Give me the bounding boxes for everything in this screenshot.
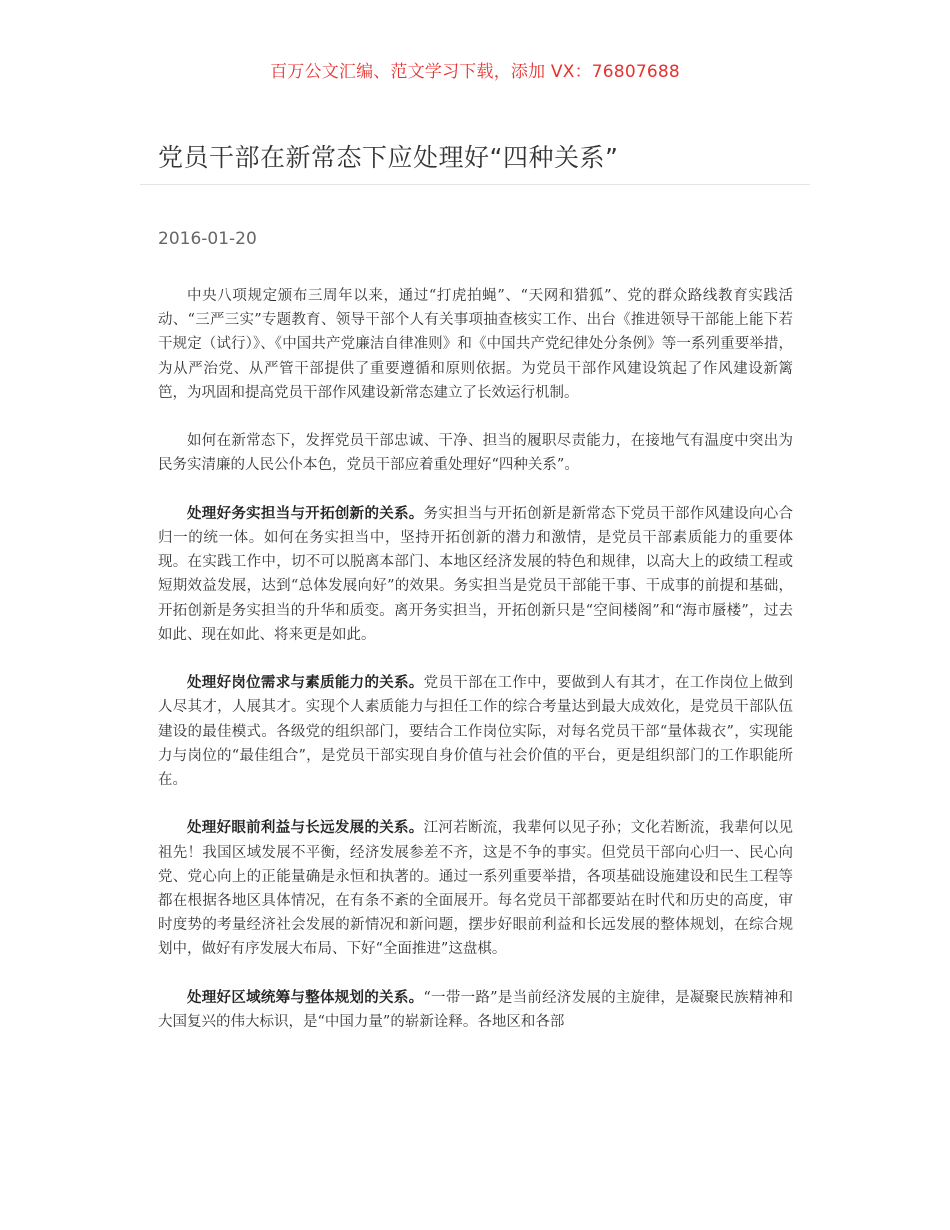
paragraph-heading: 处理好眼前利益与长远发展的关系。 xyxy=(187,819,424,837)
paragraph-text: 务实担当与开拓创新是新常态下党员干部作风建设向心合归一的统一体。如何在务实担当中，坚持开拓创新的潜力和激情，是党员干部素质能力的重要体现。在实践工作中，切不可以脱离本部门、本地区经济发展的特色和规律，以高大上的政绩工程或短期效益发展，达到“总体发展向好”的效果。务实担当是党员干部能干事、干成事的前提和基础，开拓创新是务实担当的升华和质变。离开务实担当，开拓创新只是“空间楼阁”和“海市蜃楼”，过去如此、现在如此、将来更是如此。 xyxy=(158,505,794,643)
paragraph-text: 党员干部在工作中，要做到人有其才，在工作岗位上做到人尽其才，人展其才。实现个人素质能力与担任工作的综合考量达到最大成效化，是党员干部队伍建设的最佳模式。各级党的组织部门，要结合工作岗位实际，对每名党员干部“量体裁衣”，实现能力与岗位的“最佳组合”，是党员干部实现自身价值与社会价值的平台，更是组织部门的工作职能所在。 xyxy=(158,675,794,789)
paragraph-text: 江河若断流，我辈何以见子孙；文化若断流，我辈何以见祖先！我国区域发展不平衡，经济发展参差不齐，这是不争的事实。但党员干部向心归一、民心向党、党心向上的正能量确是永恒和执著的。通过一系列重要举措，各项基础设施建设和民生工程等都在根据各地区具体情况，在有条不紊的全面展开。每名党员干部都要站在时代和历史的高度，审时度势的考量经济社会发展的新情况和新问题，摆步好眼前利益和长远发展的整体规划，在综合规划中，做好有序发展大布局、下好“全面推进”这盘棋。 xyxy=(158,820,794,958)
paragraph-relation-2 xyxy=(158,671,793,792)
paragraph-relation-1 xyxy=(158,502,793,647)
paragraph-text: “一带一路”是当前经济发展的主旋律，是凝聚民族精神和大国复兴的伟大标识，是“中国力量”的崭新诠释。各地区和各部 xyxy=(158,989,793,1031)
paragraph-heading: 处理好区域统筹与整体规划的关系。 xyxy=(187,988,424,1006)
paragraph-text: 如何在新常态下，发挥党员干部忠诚、干净、担当的履职尽责能力，在接地气有温度中突出为民务实清廉的人民公仆本色，党员干部应着重处理好“四种关系”。 xyxy=(158,433,793,474)
paragraph-text: 中央八项规定颁布三周年以来，通过“打虎拍蝇”、“天网和猎狐”、党的群众路线教育实践活动、“三严三实”专题教育、领导干部个人有关事项抽查核实工作、出台《推进领导干部能上能下若干规定（试行）》、《中国共产党廉洁自律准则》和《中国共产党纪律处分条例》等一系列重要举措，为从严治党、从严管干部提供了重要遵循和原则依据。为党员干部作风建设筑起了作风建设新篱笆，为巩固和提高党员干部作风建设新常态建立了长效运行机制。 xyxy=(158,288,793,401)
publish-date: 2016-01-20 xyxy=(158,229,257,249)
article-body xyxy=(158,284,793,1058)
watermark-banner: 百万公文汇编、范文学习下载，添加 VX：76807688 xyxy=(270,62,680,82)
paragraph-lead xyxy=(158,429,793,477)
paragraph-relation-4 xyxy=(158,986,793,1034)
article-title: 党员干部在新常态下应处理好“四种关系” xyxy=(158,143,619,172)
paragraph-heading: 处理好岗位需求与素质能力的关系。 xyxy=(187,674,424,692)
paragraph-intro xyxy=(158,284,793,405)
paragraph-relation-3 xyxy=(158,816,793,961)
title-divider xyxy=(140,184,810,185)
paragraph-heading: 处理好务实担当与开拓创新的关系。 xyxy=(187,504,424,522)
